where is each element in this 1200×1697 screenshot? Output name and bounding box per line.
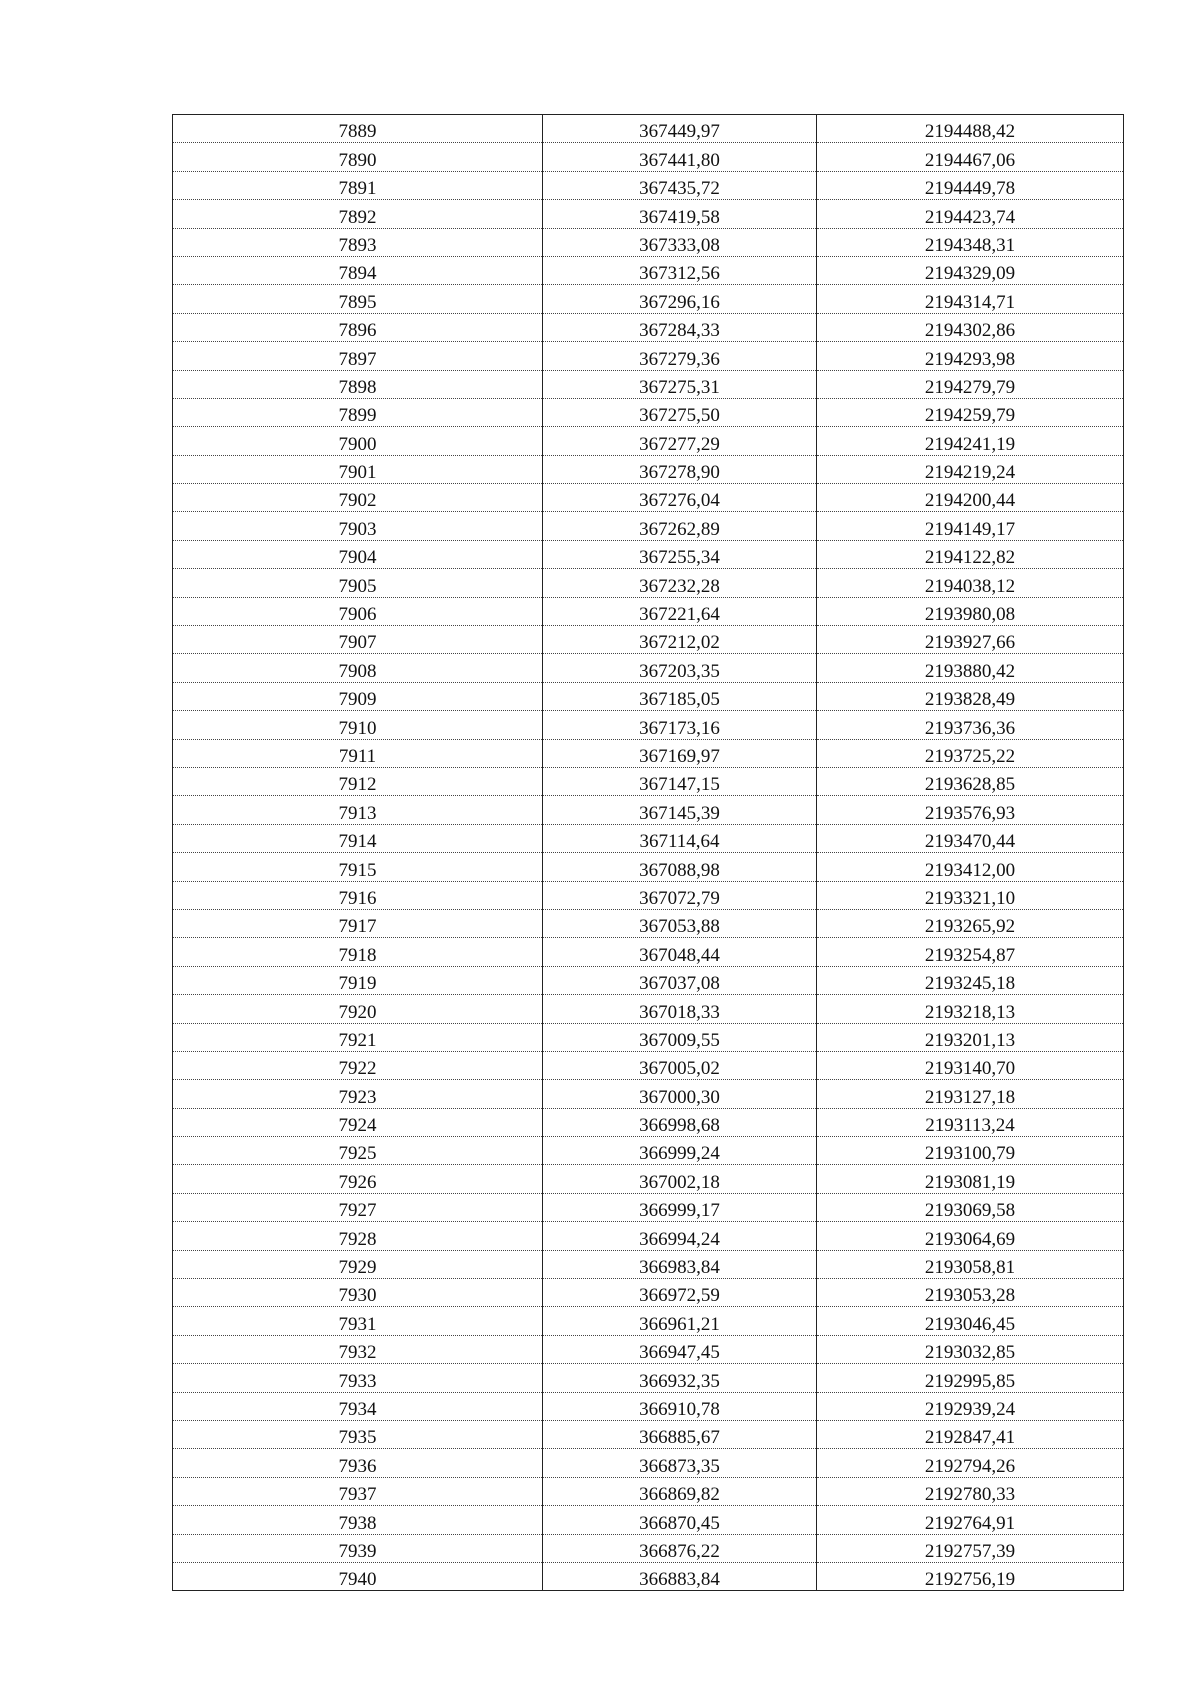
table-row bbox=[173, 1449, 1124, 1477]
x-coordinate-cell: 367048,44 bbox=[543, 938, 817, 966]
point-number-cell: 7924 bbox=[173, 1108, 543, 1136]
y-coordinate-cell: 2193321,10 bbox=[817, 881, 1124, 909]
table-row bbox=[173, 1335, 1124, 1363]
table-row bbox=[173, 654, 1124, 682]
y-coordinate-cell: 2193100,79 bbox=[817, 1137, 1124, 1165]
y-coordinate-cell: 2193053,28 bbox=[817, 1279, 1124, 1307]
table-row bbox=[173, 824, 1124, 852]
x-coordinate-cell: 367296,16 bbox=[543, 285, 817, 313]
y-coordinate-cell: 2193880,42 bbox=[817, 654, 1124, 682]
x-coordinate-cell: 366998,68 bbox=[543, 1108, 817, 1136]
point-number-cell: 7893 bbox=[173, 228, 543, 256]
y-coordinate-cell: 2193736,36 bbox=[817, 711, 1124, 739]
x-coordinate-cell: 367232,28 bbox=[543, 569, 817, 597]
x-coordinate-cell: 367145,39 bbox=[543, 796, 817, 824]
x-coordinate-cell: 366947,45 bbox=[543, 1335, 817, 1363]
y-coordinate-cell: 2193412,00 bbox=[817, 853, 1124, 881]
table-row bbox=[173, 995, 1124, 1023]
point-number-cell: 7925 bbox=[173, 1137, 543, 1165]
y-coordinate-cell: 2193032,85 bbox=[817, 1335, 1124, 1363]
x-coordinate-cell: 367312,56 bbox=[543, 256, 817, 284]
x-coordinate-cell: 367000,30 bbox=[543, 1080, 817, 1108]
table-row bbox=[173, 1420, 1124, 1448]
x-coordinate-cell: 366972,59 bbox=[543, 1279, 817, 1307]
x-coordinate-cell: 366873,35 bbox=[543, 1449, 817, 1477]
point-number-cell: 7921 bbox=[173, 1023, 543, 1051]
x-coordinate-cell: 367114,64 bbox=[543, 824, 817, 852]
y-coordinate-cell: 2193265,92 bbox=[817, 909, 1124, 937]
table-row bbox=[173, 853, 1124, 881]
x-coordinate-cell: 367333,08 bbox=[543, 228, 817, 256]
point-number-cell: 7904 bbox=[173, 540, 543, 568]
y-coordinate-cell: 2192995,85 bbox=[817, 1364, 1124, 1392]
y-coordinate-cell: 2193201,13 bbox=[817, 1023, 1124, 1051]
y-coordinate-cell: 2193628,85 bbox=[817, 767, 1124, 795]
point-number-cell: 7899 bbox=[173, 398, 543, 426]
y-coordinate-cell: 2194348,31 bbox=[817, 228, 1124, 256]
y-coordinate-cell: 2194200,44 bbox=[817, 484, 1124, 512]
coordinates-table bbox=[172, 114, 1124, 1591]
table-row bbox=[173, 1250, 1124, 1278]
x-coordinate-cell: 367255,34 bbox=[543, 540, 817, 568]
point-number-cell: 7901 bbox=[173, 455, 543, 483]
x-coordinate-cell: 367435,72 bbox=[543, 171, 817, 199]
x-coordinate-cell: 366870,45 bbox=[543, 1506, 817, 1534]
x-coordinate-cell: 367169,97 bbox=[543, 739, 817, 767]
x-coordinate-cell: 367279,36 bbox=[543, 342, 817, 370]
table-row bbox=[173, 966, 1124, 994]
x-coordinate-cell: 367053,88 bbox=[543, 909, 817, 937]
table-row bbox=[173, 540, 1124, 568]
y-coordinate-cell: 2192756,19 bbox=[817, 1562, 1124, 1590]
point-number-cell: 7916 bbox=[173, 881, 543, 909]
x-coordinate-cell: 367275,50 bbox=[543, 398, 817, 426]
x-coordinate-cell: 366876,22 bbox=[543, 1534, 817, 1562]
table-row bbox=[173, 256, 1124, 284]
coordinates-table-body bbox=[173, 115, 1124, 1591]
y-coordinate-cell: 2193113,24 bbox=[817, 1108, 1124, 1136]
point-number-cell: 7911 bbox=[173, 739, 543, 767]
x-coordinate-cell: 367262,89 bbox=[543, 512, 817, 540]
y-coordinate-cell: 2194122,82 bbox=[817, 540, 1124, 568]
y-coordinate-cell: 2193254,87 bbox=[817, 938, 1124, 966]
x-coordinate-cell: 367009,55 bbox=[543, 1023, 817, 1051]
table-row bbox=[173, 1279, 1124, 1307]
table-row bbox=[173, 909, 1124, 937]
x-coordinate-cell: 367278,90 bbox=[543, 455, 817, 483]
y-coordinate-cell: 2194279,79 bbox=[817, 370, 1124, 398]
point-number-cell: 7923 bbox=[173, 1080, 543, 1108]
table-row bbox=[173, 1506, 1124, 1534]
point-number-cell: 7897 bbox=[173, 342, 543, 370]
x-coordinate-cell: 366885,67 bbox=[543, 1420, 817, 1448]
x-coordinate-cell: 367002,18 bbox=[543, 1165, 817, 1193]
table-row bbox=[173, 1165, 1124, 1193]
y-coordinate-cell: 2194259,79 bbox=[817, 398, 1124, 426]
x-coordinate-cell: 366961,21 bbox=[543, 1307, 817, 1335]
x-coordinate-cell: 367276,04 bbox=[543, 484, 817, 512]
point-number-cell: 7920 bbox=[173, 995, 543, 1023]
x-coordinate-cell: 366999,17 bbox=[543, 1193, 817, 1221]
y-coordinate-cell: 2194467,06 bbox=[817, 143, 1124, 171]
table-row bbox=[173, 1137, 1124, 1165]
x-coordinate-cell: 366869,82 bbox=[543, 1477, 817, 1505]
table-row bbox=[173, 1562, 1124, 1590]
y-coordinate-cell: 2193140,70 bbox=[817, 1051, 1124, 1079]
y-coordinate-cell: 2192939,24 bbox=[817, 1392, 1124, 1420]
table-row bbox=[173, 285, 1124, 313]
point-number-cell: 7903 bbox=[173, 512, 543, 540]
point-number-cell: 7928 bbox=[173, 1222, 543, 1250]
point-number-cell: 7917 bbox=[173, 909, 543, 937]
y-coordinate-cell: 2194488,42 bbox=[817, 115, 1124, 143]
point-number-cell: 7932 bbox=[173, 1335, 543, 1363]
y-coordinate-cell: 2192794,26 bbox=[817, 1449, 1124, 1477]
table-row bbox=[173, 1080, 1124, 1108]
table-row bbox=[173, 115, 1124, 143]
point-number-cell: 7927 bbox=[173, 1193, 543, 1221]
y-coordinate-cell: 2194293,98 bbox=[817, 342, 1124, 370]
point-number-cell: 7934 bbox=[173, 1392, 543, 1420]
point-number-cell: 7933 bbox=[173, 1364, 543, 1392]
table-row bbox=[173, 569, 1124, 597]
point-number-cell: 7918 bbox=[173, 938, 543, 966]
y-coordinate-cell: 2193127,18 bbox=[817, 1080, 1124, 1108]
table-row bbox=[173, 682, 1124, 710]
y-coordinate-cell: 2194219,24 bbox=[817, 455, 1124, 483]
x-coordinate-cell: 367173,16 bbox=[543, 711, 817, 739]
y-coordinate-cell: 2194241,19 bbox=[817, 427, 1124, 455]
point-number-cell: 7908 bbox=[173, 654, 543, 682]
point-number-cell: 7915 bbox=[173, 853, 543, 881]
x-coordinate-cell: 366983,84 bbox=[543, 1250, 817, 1278]
y-coordinate-cell: 2193046,45 bbox=[817, 1307, 1124, 1335]
y-coordinate-cell: 2194449,78 bbox=[817, 171, 1124, 199]
table-row bbox=[173, 398, 1124, 426]
point-number-cell: 7930 bbox=[173, 1279, 543, 1307]
point-number-cell: 7909 bbox=[173, 682, 543, 710]
table-row bbox=[173, 711, 1124, 739]
point-number-cell: 7892 bbox=[173, 200, 543, 228]
table-row bbox=[173, 1392, 1124, 1420]
table-row bbox=[173, 370, 1124, 398]
x-coordinate-cell: 367275,31 bbox=[543, 370, 817, 398]
point-number-cell: 7914 bbox=[173, 824, 543, 852]
point-number-cell: 7894 bbox=[173, 256, 543, 284]
y-coordinate-cell: 2194314,71 bbox=[817, 285, 1124, 313]
x-coordinate-cell: 367212,02 bbox=[543, 626, 817, 654]
point-number-cell: 7912 bbox=[173, 767, 543, 795]
point-number-cell: 7902 bbox=[173, 484, 543, 512]
y-coordinate-cell: 2193576,93 bbox=[817, 796, 1124, 824]
x-coordinate-cell: 366910,78 bbox=[543, 1392, 817, 1420]
x-coordinate-cell: 367005,02 bbox=[543, 1051, 817, 1079]
table-row bbox=[173, 143, 1124, 171]
point-number-cell: 7940 bbox=[173, 1562, 543, 1590]
point-number-cell: 7890 bbox=[173, 143, 543, 171]
point-number-cell: 7900 bbox=[173, 427, 543, 455]
x-coordinate-cell: 367147,15 bbox=[543, 767, 817, 795]
table-row bbox=[173, 767, 1124, 795]
x-coordinate-cell: 367072,79 bbox=[543, 881, 817, 909]
y-coordinate-cell: 2193081,19 bbox=[817, 1165, 1124, 1193]
table-row bbox=[173, 1477, 1124, 1505]
y-coordinate-cell: 2193069,58 bbox=[817, 1193, 1124, 1221]
table-row bbox=[173, 200, 1124, 228]
table-row bbox=[173, 228, 1124, 256]
y-coordinate-cell: 2193828,49 bbox=[817, 682, 1124, 710]
x-coordinate-cell: 367185,05 bbox=[543, 682, 817, 710]
y-coordinate-cell: 2193725,22 bbox=[817, 739, 1124, 767]
table-row bbox=[173, 171, 1124, 199]
x-coordinate-cell: 367018,33 bbox=[543, 995, 817, 1023]
x-coordinate-cell: 367203,35 bbox=[543, 654, 817, 682]
point-number-cell: 7931 bbox=[173, 1307, 543, 1335]
y-coordinate-cell: 2193470,44 bbox=[817, 824, 1124, 852]
x-coordinate-cell: 367284,33 bbox=[543, 313, 817, 341]
point-number-cell: 7895 bbox=[173, 285, 543, 313]
point-number-cell: 7891 bbox=[173, 171, 543, 199]
x-coordinate-cell: 367277,29 bbox=[543, 427, 817, 455]
x-coordinate-cell: 367221,64 bbox=[543, 597, 817, 625]
y-coordinate-cell: 2192847,41 bbox=[817, 1420, 1124, 1448]
table-row bbox=[173, 1193, 1124, 1221]
point-number-cell: 7906 bbox=[173, 597, 543, 625]
y-coordinate-cell: 2194038,12 bbox=[817, 569, 1124, 597]
point-number-cell: 7935 bbox=[173, 1420, 543, 1448]
y-coordinate-cell: 2193927,66 bbox=[817, 626, 1124, 654]
point-number-cell: 7898 bbox=[173, 370, 543, 398]
point-number-cell: 7929 bbox=[173, 1250, 543, 1278]
table-row bbox=[173, 1534, 1124, 1562]
table-row bbox=[173, 1051, 1124, 1079]
x-coordinate-cell: 367037,08 bbox=[543, 966, 817, 994]
table-row bbox=[173, 484, 1124, 512]
y-coordinate-cell: 2194329,09 bbox=[817, 256, 1124, 284]
table-row bbox=[173, 1307, 1124, 1335]
x-coordinate-cell: 366932,35 bbox=[543, 1364, 817, 1392]
table-row bbox=[173, 881, 1124, 909]
point-number-cell: 7937 bbox=[173, 1477, 543, 1505]
y-coordinate-cell: 2194149,17 bbox=[817, 512, 1124, 540]
y-coordinate-cell: 2192780,33 bbox=[817, 1477, 1124, 1505]
point-number-cell: 7919 bbox=[173, 966, 543, 994]
table-row bbox=[173, 342, 1124, 370]
y-coordinate-cell: 2193218,13 bbox=[817, 995, 1124, 1023]
x-coordinate-cell: 366999,24 bbox=[543, 1137, 817, 1165]
point-number-cell: 7913 bbox=[173, 796, 543, 824]
table-row bbox=[173, 626, 1124, 654]
point-number-cell: 7907 bbox=[173, 626, 543, 654]
x-coordinate-cell: 367441,80 bbox=[543, 143, 817, 171]
x-coordinate-cell: 367419,58 bbox=[543, 200, 817, 228]
table-row bbox=[173, 739, 1124, 767]
y-coordinate-cell: 2193980,08 bbox=[817, 597, 1124, 625]
point-number-cell: 7926 bbox=[173, 1165, 543, 1193]
table-row bbox=[173, 512, 1124, 540]
point-number-cell: 7936 bbox=[173, 1449, 543, 1477]
point-number-cell: 7939 bbox=[173, 1534, 543, 1562]
point-number-cell: 7938 bbox=[173, 1506, 543, 1534]
table-row bbox=[173, 938, 1124, 966]
table-row bbox=[173, 796, 1124, 824]
x-coordinate-cell: 367088,98 bbox=[543, 853, 817, 881]
y-coordinate-cell: 2194423,74 bbox=[817, 200, 1124, 228]
point-number-cell: 7910 bbox=[173, 711, 543, 739]
y-coordinate-cell: 2192757,39 bbox=[817, 1534, 1124, 1562]
y-coordinate-cell: 2193058,81 bbox=[817, 1250, 1124, 1278]
table-row bbox=[173, 455, 1124, 483]
y-coordinate-cell: 2193064,69 bbox=[817, 1222, 1124, 1250]
point-number-cell: 7889 bbox=[173, 115, 543, 143]
point-number-cell: 7905 bbox=[173, 569, 543, 597]
table-row bbox=[173, 427, 1124, 455]
point-number-cell: 7922 bbox=[173, 1051, 543, 1079]
table-row bbox=[173, 1222, 1124, 1250]
y-coordinate-cell: 2194302,86 bbox=[817, 313, 1124, 341]
y-coordinate-cell: 2192764,91 bbox=[817, 1506, 1124, 1534]
x-coordinate-cell: 366883,84 bbox=[543, 1562, 817, 1590]
table-row bbox=[173, 1023, 1124, 1051]
table-row bbox=[173, 313, 1124, 341]
table-row bbox=[173, 597, 1124, 625]
y-coordinate-cell: 2193245,18 bbox=[817, 966, 1124, 994]
point-number-cell: 7896 bbox=[173, 313, 543, 341]
x-coordinate-cell: 366994,24 bbox=[543, 1222, 817, 1250]
x-coordinate-cell: 367449,97 bbox=[543, 115, 817, 143]
table-row bbox=[173, 1364, 1124, 1392]
table-row bbox=[173, 1108, 1124, 1136]
